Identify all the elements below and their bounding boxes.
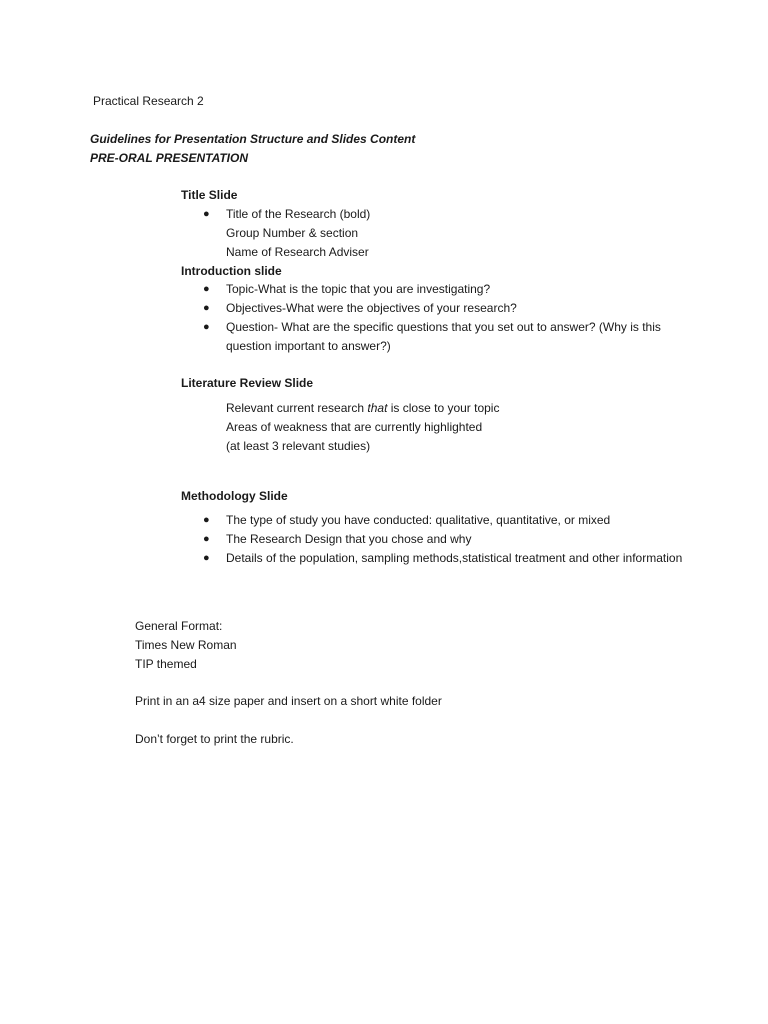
print-instruction: Print in an a4 size paper and insert on a short white folder	[135, 694, 442, 708]
reminder: Don’t forget to print the rubric.	[135, 732, 294, 746]
introduction-slide-heading: Introduction slide	[181, 264, 282, 278]
list-item: Group Number & section	[226, 226, 359, 240]
literature-review-heading: Literature Review Slide	[181, 376, 314, 390]
document-subtitle: PRE-ORAL PRESENTATION	[90, 151, 249, 165]
list-item: Title of the Research (bold)	[226, 207, 371, 221]
bullet-icon: ●	[203, 533, 210, 545]
bullet-icon: ●	[203, 321, 210, 333]
title-slide-heading: Title Slide	[181, 188, 238, 202]
list-item: Details of the population, sampling methods,statistical treatment and other information	[226, 551, 683, 565]
methodology-heading: Methodology Slide	[181, 489, 288, 503]
list-item: The type of study you have conducted: qualitative, quantitative, or mixed	[226, 513, 611, 527]
literature-review-line	[226, 400, 499, 416]
list-item: The Research Design that you chose and why	[226, 532, 472, 546]
literature-review-line: (at least 3 relevant studies)	[226, 439, 371, 453]
emphasis-text: that	[367, 401, 388, 415]
literature-review-line: Areas of weakness that are currently highlighted	[226, 420, 483, 434]
text-segment: is close to your topic	[387, 401, 500, 415]
list-item: Question- What are the specific questions that you set out to answer? (Why is this	[226, 320, 661, 334]
text-segment: Relevant current research	[226, 401, 368, 415]
bullet-icon: ●	[203, 514, 210, 526]
general-format-label: General Format:	[135, 619, 223, 633]
bullet-icon: ●	[203, 208, 210, 220]
document-title: Guidelines for Presentation Structure and Slides Content	[90, 132, 416, 146]
list-item: Name of Research Adviser	[226, 245, 369, 259]
list-item: Objectives-What were the objectives of your research?	[226, 301, 517, 315]
course-title: Practical Research 2	[93, 94, 204, 108]
bullet-icon: ●	[203, 302, 210, 314]
general-format-theme: TIP themed	[135, 657, 197, 671]
bullet-icon: ●	[203, 552, 210, 564]
general-format-font: Times New Roman	[135, 638, 237, 652]
list-item-continuation: question important to answer?)	[226, 339, 391, 353]
bullet-icon: ●	[203, 283, 210, 295]
list-item: Topic-What is the topic that you are investigating?	[226, 282, 491, 296]
